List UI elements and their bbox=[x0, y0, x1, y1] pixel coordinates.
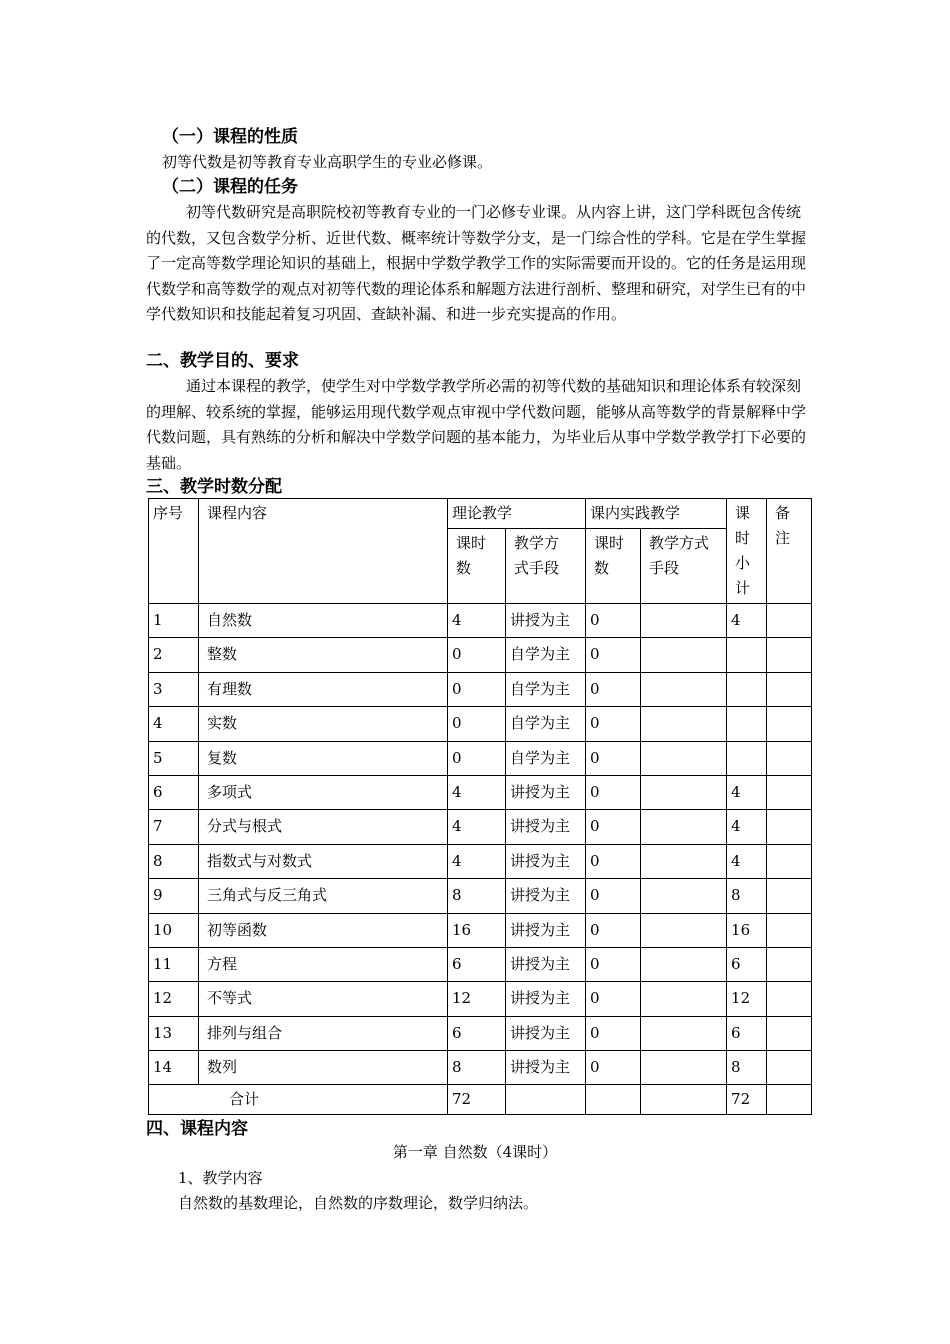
table-row bbox=[149, 879, 812, 913]
goals-paragraph: 通过本课程的教学，使学生对中学数学教学所必需的初等代数的基础知识和理论体系有较深刻的理解、较系统的掌握，能够运用现代数学观点审视中学代数问题，能够从高等数学的背景解释中学代数问题，具有熟练的分析和解决中学数学问题的基本能力，为毕业后从事中学数学教学打下必要的基础。 bbox=[146, 377, 807, 472]
cell-subtotal: 4 bbox=[727, 844, 767, 878]
table-row bbox=[149, 844, 812, 878]
cell-subtotal: 8 bbox=[727, 1051, 767, 1085]
cell-content: 指数式与对数式 bbox=[199, 844, 448, 878]
cell-t-hours: 16 bbox=[448, 913, 506, 947]
cell-remark bbox=[767, 913, 812, 947]
cell-seq: 1 bbox=[149, 604, 199, 638]
cell-seq: 2 bbox=[149, 638, 199, 672]
table-body bbox=[149, 604, 812, 1085]
cell-content: 方程 bbox=[199, 947, 448, 981]
cell-content: 多项式 bbox=[199, 775, 448, 809]
cell-content: 初等函数 bbox=[199, 913, 448, 947]
table-row bbox=[149, 913, 812, 947]
cell-subtotal: 6 bbox=[727, 1016, 767, 1050]
cell-seq: 13 bbox=[149, 1016, 199, 1050]
header-remark: 备注 bbox=[767, 499, 812, 604]
cell-seq: 11 bbox=[149, 947, 199, 981]
cell-content: 实数 bbox=[199, 707, 448, 741]
cell-subtotal: 12 bbox=[727, 982, 767, 1016]
cell-subtotal: 16 bbox=[727, 913, 767, 947]
cell-t-method: 讲授为主 bbox=[506, 947, 586, 981]
cell-p-hours: 0 bbox=[586, 982, 641, 1016]
cell-t-hours: 4 bbox=[448, 844, 506, 878]
cell-p-hours: 0 bbox=[586, 1051, 641, 1085]
cell-p-method bbox=[641, 741, 727, 775]
header-practice-hours: 课时数 bbox=[586, 529, 641, 604]
cell-subtotal bbox=[727, 672, 767, 706]
task-paragraph: 初等代数研究是高职院校初等教育专业的一门必修专业课。从内容上讲，这门学科既包含传统的代数，又包含数学分析、近世代数、概率统计等数学分支，是一门综合性的学科。它是在学生掌握了一定高等数学理论知识的基础上，根据中学数学教学工作的实际需要而开设的。它的任务是运用现代数学和高等数学的观点对初等代数的理论体系和解题方法进行剖析、整理和研究，对学生已有的中学代数知识和技能起着复习巩固、查缺补漏、和进一步充实提高的作用。 bbox=[146, 203, 807, 323]
cell-p-method bbox=[641, 1016, 727, 1050]
cell-t-method: 自学为主 bbox=[506, 638, 586, 672]
cell-remark bbox=[767, 844, 812, 878]
cell-subtotal: 4 bbox=[727, 604, 767, 638]
cell-remark bbox=[767, 638, 812, 672]
cell-t-hours: 4 bbox=[448, 775, 506, 809]
cell-content: 不等式 bbox=[199, 982, 448, 1016]
cell-subtotal: 6 bbox=[727, 947, 767, 981]
cell-seq: 10 bbox=[149, 913, 199, 947]
cell-remark bbox=[767, 1051, 812, 1085]
cell-remark bbox=[767, 775, 812, 809]
cell-p-hours: 0 bbox=[586, 638, 641, 672]
cell-seq: 6 bbox=[149, 775, 199, 809]
cell-subtotal: 4 bbox=[727, 810, 767, 844]
cell-t-hours: 6 bbox=[448, 947, 506, 981]
cell-seq: 8 bbox=[149, 844, 199, 878]
cell-t-hours: 4 bbox=[448, 604, 506, 638]
section-heading-goals: 二、教学目的、要求 bbox=[146, 351, 299, 371]
cell-t-method: 讲授为主 bbox=[506, 1051, 586, 1085]
cell-subtotal: 8 bbox=[727, 879, 767, 913]
cell-remark bbox=[767, 741, 812, 775]
table-row bbox=[149, 1016, 812, 1050]
cell-p-method bbox=[641, 982, 727, 1016]
cell-p-method bbox=[641, 947, 727, 981]
cell-p-hours: 0 bbox=[586, 741, 641, 775]
section-heading-nature: （一）课程的性质 bbox=[162, 127, 298, 147]
cell-content: 三角式与反三角式 bbox=[199, 879, 448, 913]
cell-seq: 4 bbox=[149, 707, 199, 741]
table-total-row bbox=[149, 1085, 812, 1115]
cell-t-method: 自学为主 bbox=[506, 672, 586, 706]
table-header-row bbox=[149, 499, 812, 529]
cell-t-method: 讲授为主 bbox=[506, 810, 586, 844]
cell-seq: 3 bbox=[149, 672, 199, 706]
cell-p-hours: 0 bbox=[586, 913, 641, 947]
table-row bbox=[149, 1051, 812, 1085]
cell-p-method bbox=[641, 672, 727, 706]
cell-t-hours: 8 bbox=[448, 1051, 506, 1085]
cell-p-hours: 0 bbox=[586, 672, 641, 706]
cell-p-method bbox=[641, 810, 727, 844]
cell-t-hours: 8 bbox=[448, 879, 506, 913]
cell-content: 数列 bbox=[199, 1051, 448, 1085]
table-row bbox=[149, 741, 812, 775]
table-row bbox=[149, 672, 812, 706]
total-remark bbox=[767, 1085, 812, 1115]
header-seq: 序号 bbox=[149, 499, 199, 604]
section-heading-hours: 三、教学时数分配 bbox=[146, 477, 282, 497]
cell-seq: 9 bbox=[149, 879, 199, 913]
cell-t-method: 讲授为主 bbox=[506, 879, 586, 913]
cell-p-method bbox=[641, 604, 727, 638]
cell-t-hours: 0 bbox=[448, 707, 506, 741]
teaching-hours-table bbox=[148, 498, 812, 1115]
cell-remark bbox=[767, 982, 812, 1016]
section-heading-task: （二）课程的任务 bbox=[162, 177, 298, 197]
cell-p-hours: 0 bbox=[586, 879, 641, 913]
table-row bbox=[149, 775, 812, 809]
cell-p-hours: 0 bbox=[586, 844, 641, 878]
item-text: 自然数的基数理论，自然数的序数理论，数学归纳法。 bbox=[178, 1194, 539, 1212]
cell-remark bbox=[767, 810, 812, 844]
cell-p-hours: 0 bbox=[586, 810, 641, 844]
header-content: 课程内容 bbox=[199, 499, 448, 604]
cell-remark bbox=[767, 879, 812, 913]
cell-remark bbox=[767, 1016, 812, 1050]
cell-content: 整数 bbox=[199, 638, 448, 672]
cell-subtotal bbox=[727, 638, 767, 672]
total-theory-hours: 72 bbox=[448, 1085, 506, 1115]
cell-t-method: 讲授为主 bbox=[506, 604, 586, 638]
table-row bbox=[149, 810, 812, 844]
cell-content: 复数 bbox=[199, 741, 448, 775]
cell-seq: 7 bbox=[149, 810, 199, 844]
cell-p-method bbox=[641, 638, 727, 672]
chapter-title: 第一章 自然数（4课时） bbox=[392, 1143, 558, 1161]
cell-p-method bbox=[641, 913, 727, 947]
total-subtotal: 72 bbox=[727, 1085, 767, 1115]
cell-content: 分式与根式 bbox=[199, 810, 448, 844]
cell-t-hours: 0 bbox=[448, 638, 506, 672]
cell-content: 排列与组合 bbox=[199, 1016, 448, 1050]
cell-p-method bbox=[641, 1051, 727, 1085]
cell-p-method bbox=[641, 775, 727, 809]
cell-subtotal bbox=[727, 707, 767, 741]
table-row bbox=[149, 982, 812, 1016]
cell-t-hours: 12 bbox=[448, 982, 506, 1016]
cell-content: 有理数 bbox=[199, 672, 448, 706]
cell-subtotal bbox=[727, 741, 767, 775]
cell-p-hours: 0 bbox=[586, 775, 641, 809]
cell-t-method: 自学为主 bbox=[506, 707, 586, 741]
total-theory-method bbox=[506, 1085, 586, 1115]
cell-remark bbox=[767, 604, 812, 638]
cell-t-method: 讲授为主 bbox=[506, 775, 586, 809]
cell-seq: 14 bbox=[149, 1051, 199, 1085]
cell-content: 自然数 bbox=[199, 604, 448, 638]
cell-seq: 5 bbox=[149, 741, 199, 775]
cell-t-method: 自学为主 bbox=[506, 741, 586, 775]
table-row bbox=[149, 604, 812, 638]
cell-t-hours: 6 bbox=[448, 1016, 506, 1050]
cell-t-hours: 0 bbox=[448, 672, 506, 706]
cell-p-hours: 0 bbox=[586, 707, 641, 741]
total-practice-hours bbox=[586, 1085, 641, 1115]
header-theory-hours: 课时数 bbox=[448, 529, 506, 604]
header-theory: 理论教学 bbox=[448, 499, 586, 529]
cell-p-method bbox=[641, 844, 727, 878]
total-label: 合计 bbox=[149, 1085, 448, 1115]
cell-seq: 12 bbox=[149, 982, 199, 1016]
cell-p-hours: 0 bbox=[586, 947, 641, 981]
cell-remark bbox=[767, 672, 812, 706]
cell-t-hours: 0 bbox=[448, 741, 506, 775]
cell-t-method: 讲授为主 bbox=[506, 913, 586, 947]
cell-p-hours: 0 bbox=[586, 604, 641, 638]
table-row bbox=[149, 638, 812, 672]
cell-remark bbox=[767, 707, 812, 741]
header-practice-method: 教学方式手段 bbox=[641, 529, 727, 604]
table-row bbox=[149, 707, 812, 741]
cell-t-method: 讲授为主 bbox=[506, 982, 586, 1016]
cell-t-hours: 4 bbox=[448, 810, 506, 844]
cell-remark bbox=[767, 947, 812, 981]
total-practice-method bbox=[641, 1085, 727, 1115]
cell-subtotal: 4 bbox=[727, 775, 767, 809]
header-practice: 课内实践教学 bbox=[586, 499, 727, 529]
cell-p-method bbox=[641, 707, 727, 741]
nature-paragraph: 初等代数是初等教育专业高职学生的专业必修课。 bbox=[162, 153, 493, 171]
header-theory-method: 教学方式手段 bbox=[506, 529, 586, 604]
item-title: 1、教学内容 bbox=[178, 1169, 263, 1187]
cell-p-hours: 0 bbox=[586, 1016, 641, 1050]
cell-p-method bbox=[641, 879, 727, 913]
table-row bbox=[149, 947, 812, 981]
cell-t-method: 讲授为主 bbox=[506, 844, 586, 878]
cell-t-method: 讲授为主 bbox=[506, 1016, 586, 1050]
header-subtotal: 课时小计 bbox=[727, 499, 767, 604]
section-heading-content: 四、课程内容 bbox=[146, 1119, 248, 1139]
